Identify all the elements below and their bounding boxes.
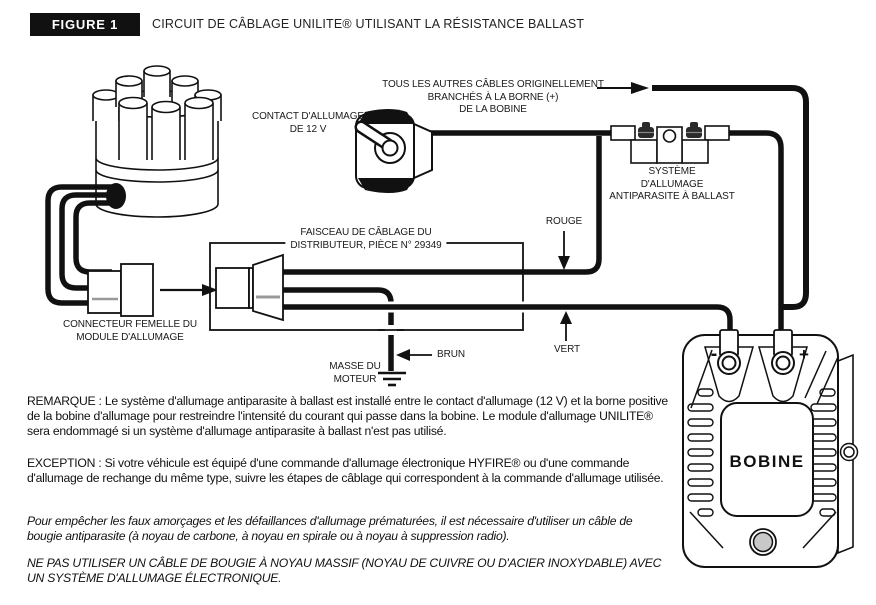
coil-label: BOBINE — [729, 452, 805, 471]
ignition-contact-label: CONTACT D'ALLUMAGE DE 12 V — [252, 111, 364, 135]
harness-label: FAISCEAU DE CÂBLAGE DU DISTRIBUTEUR, PIÈCE N° 29349 — [285, 227, 446, 252]
brun-arrow-icon — [396, 349, 432, 361]
female-connector-label: CONNECTEUR FEMELLE DU MODULE D'ALLUMAGE — [62, 319, 198, 343]
distributor-cap-icon — [93, 66, 221, 217]
wire-brown-label: BRUN — [437, 349, 465, 360]
note-exception: EXCEPTION : Si votre véhicule est équipé d'une commande d'allumage électronique HYFIRE® ou d'une commande d'allumage de rechange du même type, suivre les étapes de câblage qui correspondent à la commande d'allumage utilisée. — [27, 456, 664, 485]
note-avertissement: NE PAS UTILISER UN CÂBLE DE BOUGIE À NOYAU MASSIF (NOYAU DE CUIVRE OU D'ACIER INOXYDABLE) AVEC UN SYSTÈME D'ALLUMAGE ÉLECTRONIQUE. — [27, 556, 662, 585]
other-wires-label: TOUS LES AUTRES CÂBLES ORIGINELLEMENT BRANCHÉS À LA BORNE (+) DE LA BOBINE — [382, 79, 604, 116]
ballast-output-wire — [727, 133, 781, 336]
harness-connector-icon — [216, 255, 283, 320]
female-connector-icon — [88, 264, 153, 316]
coil-minus-sign: - — [710, 343, 718, 365]
vert-arrow-icon — [560, 311, 572, 341]
ballast-label: SYSTÈME D'ALLUMAGE ANTIPARASITE À BALLAST — [609, 166, 735, 203]
rouge-arrow-icon — [558, 231, 570, 270]
wire-red-label: ROUGE — [545, 216, 583, 227]
cap-wire-port — [106, 183, 126, 209]
ignition-switch-icon — [356, 109, 432, 193]
note-conseil: Pour empêcher les faux amorçages et les défaillances d'allumage prématurées, il est nécessaire d'utiliser un câble de bougie antiparasite (à noyau de carbone, à noyau en spirale ou à noyau à suppression radio). — [27, 514, 633, 543]
coil-icon — [683, 330, 858, 567]
engine-ground-label: MASSE DU MOTEUR — [329, 361, 381, 385]
figure-badge: FIGURE 1 — [30, 13, 140, 36]
ballast-resistor-icon — [611, 122, 729, 163]
note-remarque: REMARQUE : Le système d'allumage antiparasite à ballast est installé entre le contact d'allumage (12 V) et la borne positive de la bobine d'allumage pour restreindre l'intensité du courant qui passe dans la bobine. Le module d'allumage UNILITE® sera endommagé si un système d'allumage antiparasite à ballast n'est pas utilisé. — [27, 394, 668, 438]
page-title: CIRCUIT DE CÂBLAGE UNILITE® UTILISANT LA RÉSISTANCE BALLAST — [152, 17, 585, 31]
coil-plus-sign: + — [799, 345, 809, 364]
wire-green-label: VERT — [553, 344, 581, 355]
ground-icon — [378, 373, 406, 385]
green-wire — [280, 307, 730, 336]
